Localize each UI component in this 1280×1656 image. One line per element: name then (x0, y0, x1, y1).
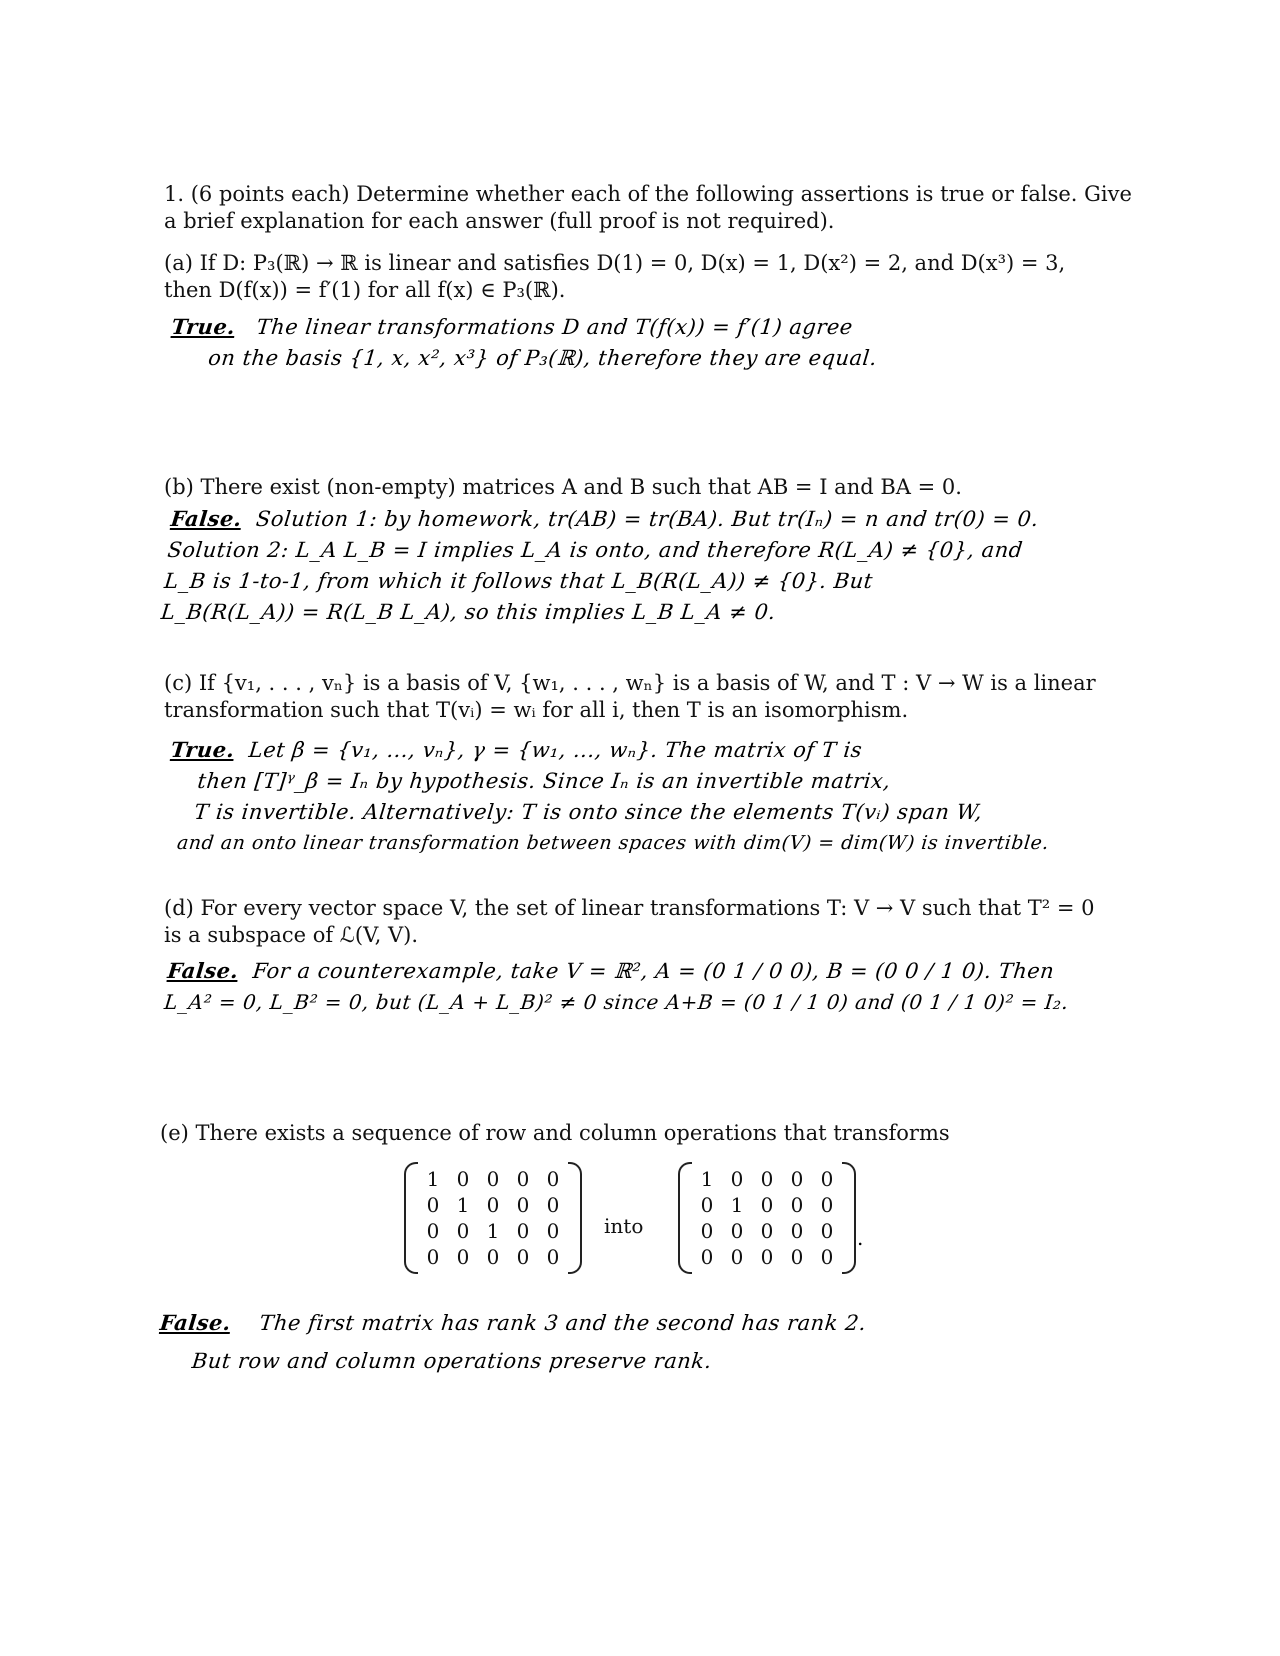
part-c-statement-line-2: transformation such that T(vᵢ) = wᵢ for all i, then T is an isomorphism. (164, 698, 909, 722)
matrix-row (692, 1192, 842, 1218)
part-b-statement-line: (b) There exist (non-empty) matrices A and B such that AB = I and BA = 0. (164, 475, 962, 499)
matrix-row (418, 1218, 568, 1244)
matrix-cell: 0 (426, 1245, 440, 1269)
matrix-cell: 0 (790, 1245, 804, 1269)
part-b-answer-line-4: L_B(R(L_A)) = R(L_B L_A), so this implies L_B L_A ≠ 0. (159, 600, 777, 624)
matrix-cell: 0 (820, 1219, 834, 1243)
part-c-answer (159, 734, 1060, 859)
part-a-statement-line-2: then D(f(x)) = f′(1) for all f(x) ∈ P₃(ℝ). (164, 278, 566, 302)
matrix-cell: 0 (516, 1219, 530, 1243)
matrix-cell: 0 (730, 1245, 744, 1269)
part-e-statement-line: (e) There exists a sequence of row and column operations that transforms (160, 1121, 950, 1145)
part-c-answer-line-1: Let β = {v₁, ..., vₙ}, γ = {w₁, ..., wₙ}. The matrix of T is (247, 738, 864, 762)
matrix-cell: 0 (730, 1219, 744, 1243)
matrix-cell: 0 (760, 1167, 774, 1191)
matrix-cell: 0 (426, 1193, 440, 1217)
matrix-cell: 0 (760, 1193, 774, 1217)
part-b-answer-line-1: Solution 1: by homework, tr(AB) = tr(BA). But tr(Iₙ) = n and tr(0) = 0. (254, 507, 1040, 531)
matrix-cell: 0 (456, 1245, 470, 1269)
matrix-row (418, 1166, 568, 1192)
source-matrix (404, 1166, 582, 1275)
problem-intro (164, 181, 1132, 235)
matrix-cell: 0 (790, 1219, 804, 1243)
matrix-cell: 0 (820, 1193, 834, 1217)
matrix-cell: 0 (820, 1245, 834, 1269)
part-a-statement-line-1: (a) If D: P₃(ℝ) → ℝ is linear and satisfies D(1) = 0, D(x) = 1, D(x²) = 2, and D(x³) = 3, (164, 251, 1066, 275)
part-c-answer-line-3: T is invertible. Alternatively: T is onto since the elements T(vᵢ) span W, (193, 800, 984, 824)
part-c-answer-line-2: then [T]ᵞ_β = Iₙ by hypothesis. Since Iₙ is an invertible matrix, (196, 769, 892, 793)
source-matrix-table (418, 1166, 568, 1270)
matrix-row (692, 1166, 842, 1192)
right-paren (842, 1162, 856, 1274)
matrix-cell: 0 (730, 1167, 744, 1191)
matrix-row (418, 1244, 568, 1270)
part-d-verdict: False. (166, 958, 240, 983)
matrix-row (692, 1218, 842, 1244)
left-paren (678, 1162, 692, 1274)
matrix-cell: 0 (456, 1167, 470, 1191)
part-b-verdict: False. (169, 506, 244, 531)
matrix-cell: 0 (486, 1193, 500, 1217)
left-paren (404, 1162, 418, 1274)
part-e-answer (154, 1304, 868, 1380)
target-matrix (678, 1166, 856, 1275)
matrix-row (692, 1244, 842, 1270)
matrix-cell: 0 (790, 1167, 804, 1191)
part-c-statement (164, 670, 1096, 724)
matrix-cell: 0 (546, 1219, 560, 1243)
matrix-cell: 0 (486, 1167, 500, 1191)
part-e-verdict: False. (158, 1310, 233, 1335)
right-paren (568, 1162, 582, 1274)
matrix-cell: 1 (456, 1193, 470, 1217)
part-d-answer-line-1: For a counterexample, take V = ℝ², A = (0 1 / 0 0), B = (0 0 / 1 0). Then (251, 959, 1056, 983)
matrix-cell: 1 (486, 1219, 500, 1243)
matrix-cell: 0 (700, 1193, 714, 1217)
matrix-cell: 0 (516, 1245, 530, 1269)
part-d-statement-line-2: is a subspace of ℒ(V, V). (164, 923, 418, 947)
part-d-statement-line-1: (d) For every vector space V, the set of linear transformations T: V → V such that T² = 0 (164, 896, 1095, 920)
matrix-cell: 0 (456, 1219, 470, 1243)
matrix-cell: 1 (700, 1167, 714, 1191)
intro-line-2: a brief explanation for each answer (full proof is not required). (164, 209, 835, 233)
matrix-cell: 0 (760, 1219, 774, 1243)
matrix-cell: 0 (700, 1219, 714, 1243)
matrix-cell: 1 (730, 1193, 744, 1217)
part-c-verdict: True. (169, 737, 236, 762)
intro-line-1: 1. (6 points each) Determine whether each of the following assertions is true or false. Give (164, 182, 1132, 206)
matrix-cell: 0 (546, 1167, 560, 1191)
part-e-answer-line-1: The first matrix has rank 3 and the second has rank 2. (258, 1311, 868, 1335)
part-a-verdict: True. (170, 314, 237, 339)
matrix-cell: 0 (820, 1167, 834, 1191)
part-c-statement-line-1: (c) If {v₁, . . . , vₙ} is a basis of V, {w₁, . . . , wₙ} is a basis of W, and T : V → W is a linear (164, 671, 1096, 695)
target-matrix-table (692, 1166, 842, 1270)
part-d-statement (164, 895, 1095, 949)
matrix-cell: 0 (760, 1245, 774, 1269)
matrix-cell: 0 (546, 1193, 560, 1217)
part-b-answer-line-3: L_B is 1-to-1, from which it follows that L_B(R(L_A)) ≠ {0}. But (163, 569, 875, 593)
matrix-cell: 0 (790, 1193, 804, 1217)
part-b-statement (164, 474, 962, 501)
matrix-cell: 0 (516, 1167, 530, 1191)
matrix-cell: 0 (426, 1219, 440, 1243)
period-mark: . (857, 1226, 864, 1250)
matrix-cell: 0 (700, 1245, 714, 1269)
part-e-answer-line-2: But row and column operations preserve rank. (190, 1349, 714, 1373)
part-d-answer (163, 955, 1074, 1018)
part-d-answer-line-2: L_A² = 0, L_B² = 0, but (L_A + L_B)² ≠ 0 since A+B = (0 1 / 1 0) and (0 1 / 1 0)² = I₂. (163, 990, 1070, 1014)
part-a-statement (164, 250, 1065, 304)
into-label: into (604, 1214, 644, 1238)
matrix-cell: 0 (516, 1193, 530, 1217)
matrix-row (418, 1192, 568, 1218)
part-b-answer-line-2: Solution 2: L_A L_B = I implies L_A is onto, and therefore R(L_A) ≠ {0}, and (166, 538, 1025, 562)
part-e-statement (160, 1120, 950, 1147)
matrix-cell: 1 (426, 1167, 440, 1191)
matrix-cell: 0 (546, 1245, 560, 1269)
matrix-cell: 0 (486, 1245, 500, 1269)
part-b-answer (159, 503, 1040, 628)
part-c-answer-line-4: and an onto linear transformation between spaces with dim(V) = dim(W) is invertible. (175, 832, 1051, 854)
part-a-answer (167, 311, 882, 374)
part-a-answer-line-1: The linear transformations D and T(f(x)) = f′(1) agree (255, 315, 855, 339)
part-a-answer-line-2: on the basis {1, x, x², x³} of P₃(ℝ), therefore they are equal. (207, 346, 879, 370)
